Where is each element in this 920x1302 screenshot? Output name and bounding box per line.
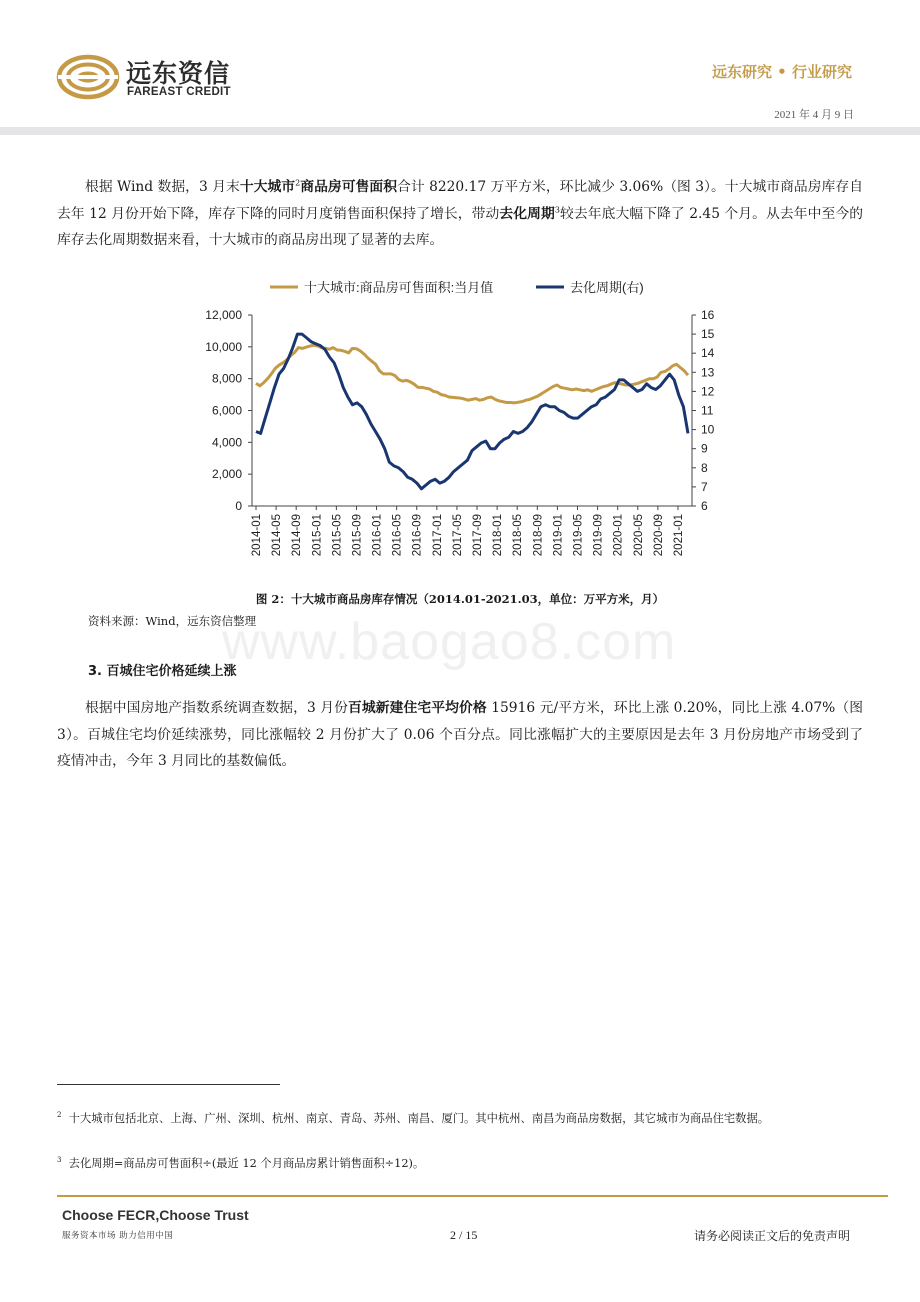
legend-label-1: 去化周期(右) <box>570 280 644 295</box>
page-number: 2 / 15 <box>450 1228 478 1242</box>
x-tick-label: 2016-01 <box>371 514 384 557</box>
x-tick-label: 2017-05 <box>451 514 464 557</box>
header-title: 远东研究 • 行业研究 <box>711 63 852 81</box>
x-tick-label: 2020-09 <box>652 514 665 557</box>
x-tick-label: 2018-05 <box>512 514 525 557</box>
logo-text-en: FAREAST CREDIT <box>127 86 231 98</box>
y-right-tick-label: 10 <box>701 422 715 437</box>
y-left-tick-label: 6,000 <box>211 403 242 418</box>
x-tick-label: 2014-05 <box>271 514 284 557</box>
x-tick-label: 2018-09 <box>532 514 545 557</box>
y-right-tick-label: 16 <box>701 308 715 322</box>
x-tick-label: 2020-01 <box>612 514 625 557</box>
x-tick-label: 2020-05 <box>632 514 645 557</box>
y-left-tick-label: 8,000 <box>211 371 242 386</box>
paragraph-price: 根据中国房地产指数系统调查数据，3 月份百城新建住宅平均价格 15916 元/平方米，环比上涨 0.20%，同比上涨 4.07%（图 3）。百城住宅均价延续涨势，同比涨幅较 2 月份扩大了 0.06 个百分点。同比涨幅扩大的主要原因是去年 3 月份房地产市场受到了疫情冲击，今年 3 月同比的基数偏低。 <box>57 700 864 769</box>
section-title-3: 3. 百城住宅价格延续上涨 <box>88 664 237 679</box>
footer-divider <box>57 1195 888 1197</box>
x-tick-label: 2016-09 <box>411 514 424 557</box>
x-tick-label: 2017-09 <box>472 514 485 557</box>
y-right-tick-label: 9 <box>701 441 708 456</box>
chart-legend <box>270 280 644 295</box>
y-left-tick-label: 2,000 <box>211 467 242 482</box>
legend-label-0: 十大城市:商品房可售面积:当月值 <box>304 280 494 295</box>
chart-lines <box>256 334 688 489</box>
watermark: www.baogao8.com <box>222 613 677 671</box>
header-divider-bar <box>0 127 920 135</box>
x-tick-label: 2019-05 <box>572 514 585 557</box>
y-right-tick-label: 15 <box>701 327 715 342</box>
chart-svg <box>180 270 740 580</box>
footnote-3: $^3$ 去化周期=商品房可售面积÷(最近 12 个月商品房累计销售面积÷12)。 <box>57 1156 425 1170</box>
x-tick-label: 2018-01 <box>492 514 505 557</box>
y-right-tick-label: 8 <box>701 460 708 475</box>
header-date: 2021 年 4 月 9 日 <box>774 109 854 121</box>
y-left-tick-label: 12,000 <box>205 308 242 322</box>
x-tick-label: 2014-01 <box>251 514 263 557</box>
footer-slogan-en: Choose FECR,Choose Trust <box>62 1207 249 1223</box>
x-tick-label: 2015-09 <box>351 514 364 557</box>
y-left-tick-label: 10,000 <box>205 339 242 354</box>
y-right-tick-label: 6 <box>701 499 708 513</box>
y-right-tick-label: 7 <box>701 479 708 494</box>
inventory-chart <box>180 270 740 580</box>
y-right-tick-label: 13 <box>701 365 715 380</box>
x-tick-label: 2014-09 <box>291 514 304 557</box>
y-right-tick-label: 14 <box>701 346 715 361</box>
logo <box>56 52 120 102</box>
x-tick-label: 2019-09 <box>592 514 605 557</box>
footnote-divider <box>57 1084 280 1085</box>
x-tick-label: 2019-01 <box>552 514 565 557</box>
figure-source: 资料来源：Wind，远东资信整理 <box>88 614 257 628</box>
x-tick-label: 2015-01 <box>311 514 324 557</box>
paragraph-inventory: 根据 Wind 数据，3 月末十大城市$^2$商品房可售面积合计 8220.17 万平方米，环比减少 3.06%（图 3）。十大城市商品房库存自去年 12 月份开始下降，库存下降的同时月度销售面积保持了增长，带动去化周期$^3$较去年底大幅下降了 2.45 个月。从去年中至今的库存去化周期数据来看，十大城市的商品房出现了显著的去库。 <box>57 178 863 248</box>
x-tick-label: 2021-01 <box>672 514 685 557</box>
y-left-tick-label: 0 <box>235 499 242 513</box>
logo-emblem-icon <box>56 52 120 102</box>
chart-axes <box>205 308 714 556</box>
footer-slogan-cn: 服务资本市场 助力信用中国 <box>62 1231 174 1241</box>
y-left-tick-label: 4,000 <box>211 435 242 450</box>
figure-caption: 图 2：十大城市商品房库存情况（2014.01-2021.03，单位：万平方米，月） <box>255 592 665 606</box>
series-line-1 <box>256 334 688 489</box>
series-line-0 <box>256 345 688 403</box>
y-right-tick-label: 12 <box>701 384 715 399</box>
y-right-tick-label: 11 <box>701 403 714 418</box>
disclaimer-note: 请务必阅读正文后的免责声明 <box>693 1229 850 1243</box>
footnote-2: $^2$ 十大城市包括北京、上海、广州、深圳、杭州、南京、青岛、苏州、南昌、厦门。其中杭州、南昌为商品房数据，其它城市为商品住宅数据。 <box>57 1111 770 1125</box>
x-tick-label: 2016-05 <box>391 514 404 557</box>
logo-text-cn: 远东资信 <box>126 59 231 88</box>
x-tick-label: 2017-01 <box>431 514 444 557</box>
x-tick-label: 2015-05 <box>331 514 344 557</box>
